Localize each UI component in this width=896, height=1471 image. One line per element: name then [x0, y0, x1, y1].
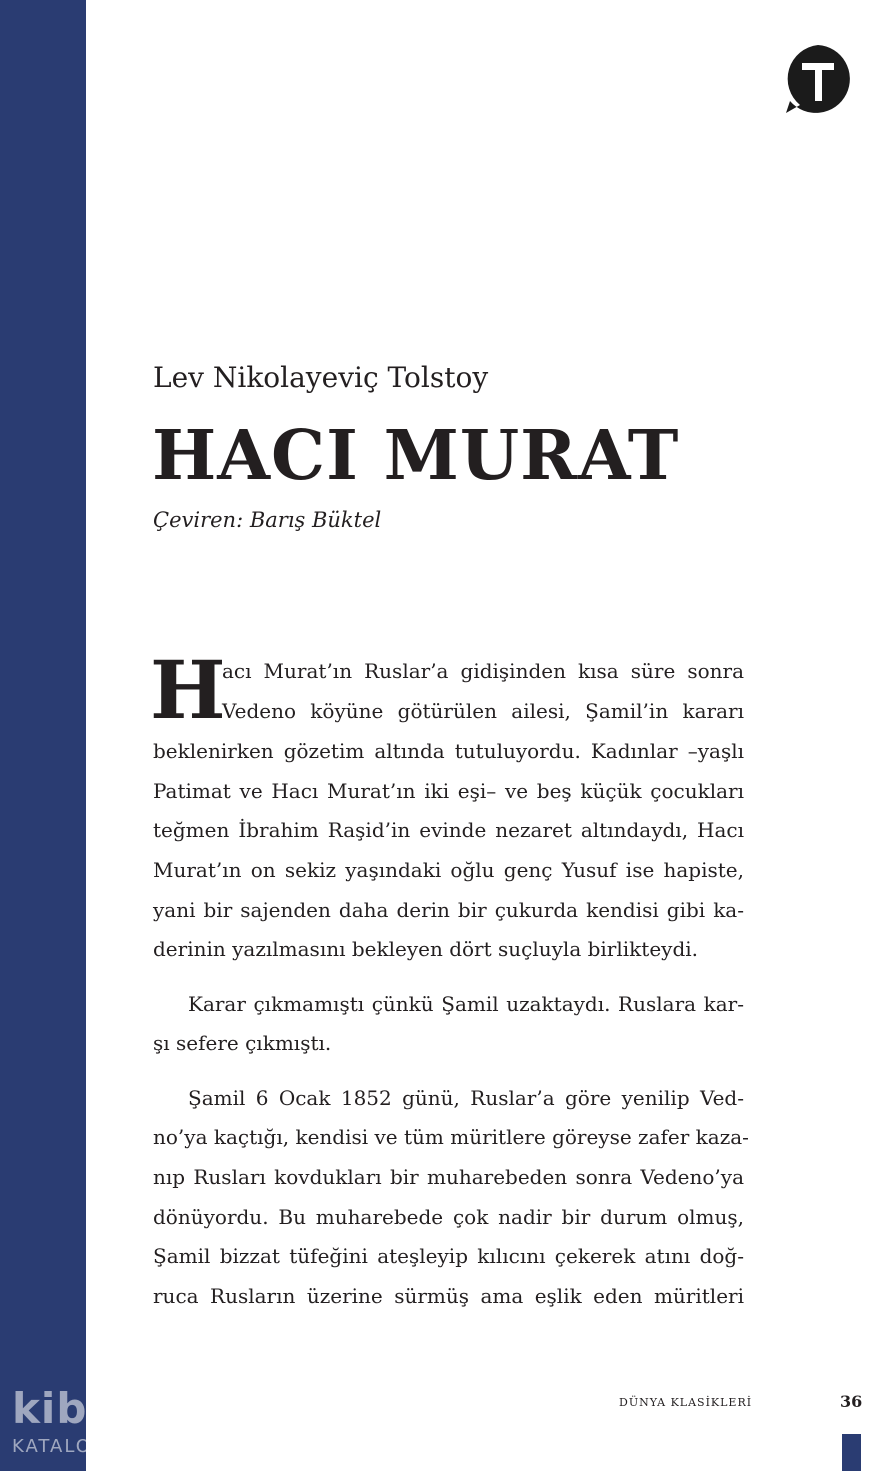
blue-spine-band: [0, 0, 86, 1471]
watermark: [12, 1384, 122, 1464]
paragraph-1-line-5: teğmen İbrahim Raşid’in evinde nezaret altındaydı, Hacı: [153, 818, 744, 842]
paragraph-1-line-3: beklenirken gözetim altında tutuluyordu. Kadınlar –yaşlı: [153, 739, 744, 763]
paragraph-1-line-6: Murat’ın on sekiz yaşındaki oğlu genç Yusuf ise hapiste,: [153, 858, 744, 882]
paragraph-3-line-4: dönüyordu. Bu muharebede çok nadir bir durum olmuş,: [153, 1205, 744, 1229]
paragraph-1-line-4: Patimat ve Hacı Murat’ın iki eşi– ve beş küçük çocukları: [153, 779, 744, 803]
page-number: 36: [840, 1392, 863, 1411]
author-name: Lev Nikolayeviç Tolstoy: [153, 361, 489, 394]
watermark-subtitle: KATALOG: [12, 1436, 108, 1457]
paragraph-1-line-2: Vedeno köyüne götürülen ailesi, Şamil’in kararı: [222, 699, 744, 723]
paragraph-3-line-3: nıp Rusları kovdukları bir muharebeden sonra Vedeno’ya: [153, 1165, 744, 1189]
paragraph-3-line-5: Şamil bizzat tüfeğini ateşleyip kılıcını çekerek atını doğ-: [153, 1244, 744, 1268]
paragraph-1-line-8: derinin yazılmasını bekleyen dört suçluyla birlikteydi.: [153, 937, 699, 961]
paragraph-2-line-2: şı sefere çıkmıştı.: [153, 1031, 332, 1055]
book-title: HACI MURAT: [152, 416, 680, 496]
paragraph-1-line-1: acı Murat’ın Ruslar’a gidişinden kısa süre sonra: [222, 659, 744, 683]
translator-credit: Çeviren: Barış Büktel: [153, 508, 382, 532]
paragraph-3-line-6: ruca Rusların üzerine sürmüş ama eşlik eden müritleri: [153, 1284, 744, 1308]
paragraph-2-line-1: Karar çıkmamıştı çünkü Şamil uzaktaydı. Ruslara kar-: [188, 992, 744, 1016]
paragraph-3-line-1: Şamil 6 Ocak 1852 günü, Ruslar’a göre yenilip Ved-: [188, 1086, 744, 1110]
corner-color-mark: [842, 1434, 861, 1471]
paragraph-3-line-2: no’ya kaçtığı, kendisi ve tüm müritlere göreyse zafer kaza-: [153, 1125, 749, 1149]
drop-cap: H: [150, 643, 226, 737]
paragraph-1-line-7: yani bir sajenden daha derin bir çukurda kendisi gibi ka-: [153, 898, 744, 922]
series-label: DÜNYA KLASİKLERİ: [619, 1396, 753, 1409]
publisher-logo-icon: [782, 43, 854, 115]
watermark-brand: kib: [12, 1384, 88, 1433]
